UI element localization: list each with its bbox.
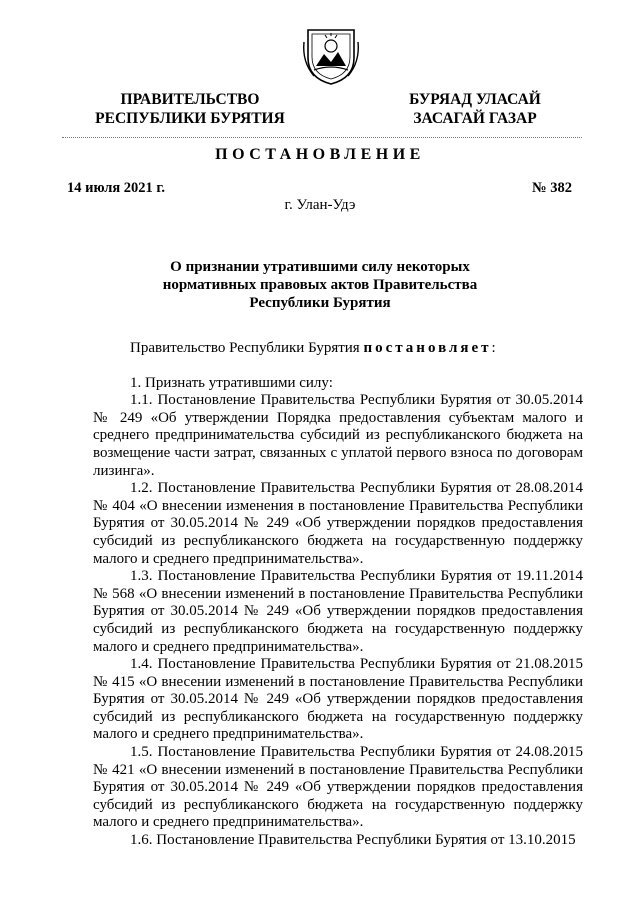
- paragraph-1: 1. Признать утратившими силу:: [130, 374, 333, 391]
- subject-line2: нормативных правовых актов Правительства: [162, 277, 478, 293]
- document-number: № 382: [532, 180, 572, 196]
- org-bua-line2: ЗАСАГАЙ ГАЗАР: [413, 110, 537, 127]
- document-body: [93, 340, 583, 850]
- intro-keyword: постановляет: [363, 340, 492, 356]
- paragraph-1-2: 1.2. Постановление Правительства Республики Бурятия от 28.08.2014 № 404 «О внесении изменения в постановление Правительства Республики Бурятия от 30.05.2014 № 249 «Об утверждении порядков предоставления субсидий из республиканского бюджета на государственную поддержку малого и среднего предпринимательства».: [93, 480, 583, 567]
- document-city: г. Улан-Удэ: [284, 197, 356, 213]
- paragraph-1-5: 1.5. Постановление Правительства Республики Бурятия от 24.08.2015 № 421 «О внесении изменений в постановление Правительства Республики Бурятия от 30.05.2014 № 249 «Об утверждении порядков предоставления субсидий из республиканского бюджета на государственную поддержку малого и среднего предпринимательства».: [93, 744, 583, 831]
- org-bua-line1: БУРЯАД УЛАСАЙ: [409, 91, 541, 108]
- intro-paragraph: [93, 340, 583, 358]
- document-subject: [140, 258, 500, 312]
- paragraph-1-4: 1.4. Постановление Правительства Республики Бурятия от 21.08.2015 № 415 «О внесении изменений в постановление Правительства Республики Бурятия от 30.05.2014 № 249 «Об утверждении порядков предоставления субсидий из республиканского бюджета на государственную поддержку малого и среднего предпринимательства».: [93, 656, 583, 743]
- paragraph-1-1: 1.1. Постановление Правительства Республики Бурятия от 30.05.2014 № 249 «Об утверждении Порядка предоставления субъектам малого и среднего предпринимательства субсидий из республиканского бюджета на возмещение части затрат, связанных с уплатой первого взноса по договорам лизинга».: [93, 392, 583, 479]
- intro-prefix: Правительство Республики Бурятия: [130, 340, 364, 356]
- coat-of-arms-emblem: [300, 22, 362, 86]
- org-ru-line1: ПРАВИТЕЛЬСТВО: [120, 91, 260, 108]
- org-ru-line2: РЕСПУБЛИКИ БУРЯТИЯ: [95, 110, 285, 127]
- intro-suffix: :: [491, 340, 496, 356]
- document-type: ПОСТАНОВЛЕНИЕ: [215, 146, 425, 163]
- government-name-russian: [92, 90, 288, 128]
- paragraph-1-3: 1.3. Постановление Правительства Республики Бурятия от 19.11.2014 № 568 «О внесении изменений в постановление Правительства Республики Бурятия от 30.05.2014 № 249 «Об утверждении порядков предоставления субсидий из республиканского бюджета на государственную поддержку малого и среднего предпринимательства».: [93, 568, 583, 655]
- subject-line1: О признании утратившими силу некоторых: [170, 259, 470, 275]
- document-date: 14 июля 2021 г.: [67, 180, 166, 196]
- header-divider: [62, 137, 582, 138]
- paragraph-1-6: 1.6. Постановление Правительства Республики Бурятия от 13.10.2015: [130, 832, 576, 849]
- government-name-buryat: [395, 90, 555, 128]
- subject-line3: Республики Бурятия: [249, 295, 391, 311]
